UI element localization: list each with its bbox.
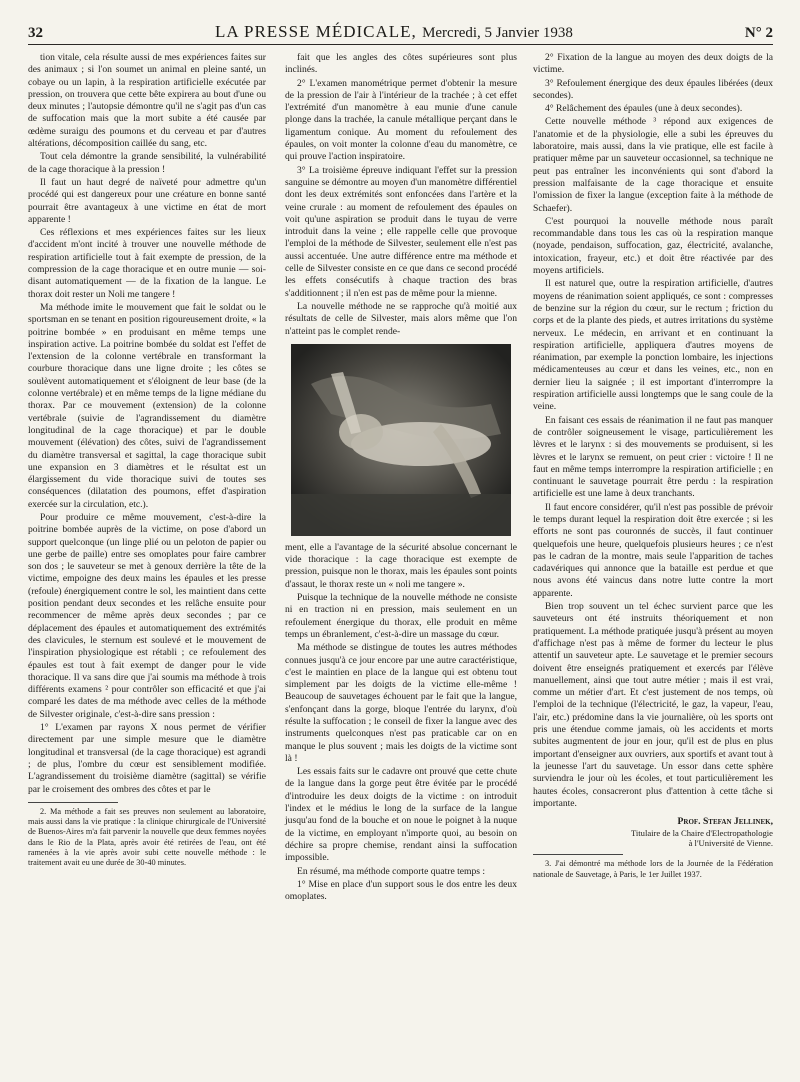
paragraph: Pour produire ce même mouvement, c'est-à-dire la poitrine bombée auprès de la victime, on pose d'abord un support quelconque (un linge plié ou un peloton de papier ou une gerbe de paille) entre ses omoplates pour faire cambrer son dos ; le sauveteur se met à genoux derrière la tête de la victime, empoigne des deux mains les épaules et les presse (refoule) énergiquement contre le sol, les maintient dans cette position pendant deux secondes et les relâche ensuite pour recommencer de même après deux secondes ; par ce déplacement des épaules et automatiquement des extrémités des clavicules, le sternum est soulevé et le mouvement de l'inspiration physiologique est rétabli ; ce refoulement des épaules est tout à fait exempt de danger pour le vide thoracique. Il va sans dire que j'ai soumis ma méthode à trois différents examens ² pour contrôler son efficacité et que j'ai comparé les dates de ma méthode avec celles de la méthode de Silvester originale, c'est-à-dire sans pression :: [28, 511, 266, 720]
column-left: [28, 52, 266, 870]
paragraph: 4° Relâchement des épaules (une à deux secondes).: [545, 103, 743, 115]
footnote-divider: [533, 854, 623, 855]
paragraph: En résumé, ma méthode comporte quatre temps :: [297, 865, 486, 877]
author-title-line-1: Titulaire de la Chaire d'Electropathologie: [630, 828, 773, 839]
column-right: [533, 52, 773, 881]
paragraph: Tout cela démontre la grande sensibilité, la vulnérabilité de la cage thoracique à la pression !: [28, 151, 266, 175]
issue-number: N° 2: [744, 25, 773, 41]
paragraph: Ma méthode se distingue de toutes les autres méthodes connues jusqu'à ce jour encore par une autre caractéristique, c'est le maintien en place de la langue qui est obtenu tout simplement par les doigts de la victime elle-même ! Beaucoup de sauvetages échouent par le fait que la langue, s'enfonçant dans la gorge, bloque l'entrée du larynx, d'où résulte la suffocation ; le conseil de fixer la langue avec des instruments quelconques n'est pas praticable car on en manque le plus souvent ; mais les doigts de la victime sont là !: [285, 642, 517, 764]
photo-illustration: [291, 344, 511, 536]
paragraph: Ma méthode imite le mouvement que fait le soldat ou le sportsman en se tenant en position rigoureusement droite, « la poitrine bombée » en produisant en même temps une inspiration active. La poitrine bombée du soldat est l'effet de l'extension de la colonne vertébrale en transformant la courbure thoracique dans une ligne droite ; les côtes se soulèvent automatiquement et s'éloignent de leur base (de la colonne vertébrale) et en même temps de la ligne médiane du thorax. Par ce mouvement (extension) de la colonne vertébrale (suivie de l'agrandissement du diamètre longitudinal de la cage thoracique) et par le double mouvement (élévation) des côtes, suivi de l'agrandissement du diamètre transversal et sagittal, la cage thoracique subit une expansion en 3 diamètres et le résultat est un élargissement du vide thoracique suivi de toutes ses conséquences (dilatation des poumons, effet d'aspiration exercée sur la circulation, etc.).: [28, 301, 266, 510]
paragraph: 2° L'examen manométrique permet d'obtenir la mesure de la pression de l'air à l'intérieur de la trachée ; à cet effet l'extrémité d'un manomètre à eau munie d'une canule plonge dans la trachée, la canule métallique perçant dans le ligamentum conique. Au moment du refoulement des épaules, on voit monter la colonne d'eau du manomètre, ce qui prouve l'action inspiratoire.: [285, 77, 517, 163]
author-signature: [533, 816, 773, 848]
paragraph: En faisant ces essais de réanimation il ne faut pas manquer de contrôler soigneusement le visage, particulièrement les lèvres et le larynx : si des mouvements se produisent, si les lèvres et le larynx se remuent, on peut crier : victoire ! Il ne faut en même temps interrompre la respiration artificielle ; en continuant le sauvetage pourrait être perdu : la respiration artificielle est une lame à deux tranchants.: [533, 414, 773, 500]
issue-date: Mercredi, 5 Janvier 1938: [422, 25, 573, 41]
footnote-divider: [28, 802, 118, 803]
column-middle: [285, 52, 517, 904]
paragraph: Les essais faits sur le cadavre ont prouvé que cette chute de la langue dans la gorge peut être évitée par le procédé d'introduire les deux doigts de la victime : on introduit l'index et le médius le long de la surface de la langue jusqu'au fond de la bouche et on noue le poignet à la nuque de la victime, en employant n'importe quoi, au besoin on déchire sa propre chemise, rendant ainsi la suffocation impossible.: [285, 766, 517, 864]
journal-title: LA PRESSE MÉDICALE,: [215, 22, 417, 41]
page-header: [28, 22, 773, 45]
footnote: 3. J'ai démontré ma méthode lors de la Journée de la Fédération nationale de Sauvetage, à Paris, le 1er Juillet 1937.: [533, 859, 773, 879]
paragraph: 3° La troisième épreuve indiquant l'effet sur la pression sanguine se démontre au moyen d'un manomètre différentiel dont les deux extrémités sont enfoncées dans l'artère et la veine crurale : au moment de refoulement des épaules on voit qu'une aspiration se produit dans le tuyau de verre introduit dans la veine ; elle rappelle celle que provoque l'emploi de la méthode de Silvester, seulement elle n'est pas aussi accentuée. Une autre différence entre ma méthode et celle de Silvester consiste en ce que dans ce second procédé les effets consécutifs à chaque traction des bras s'additionnent ; il n'en est pas de même pour la mienne.: [285, 164, 517, 299]
paragraph: Ces réflexions et mes expériences faites sur les lieux d'accident m'ont incité à trouver une nouvelle méthode de respiration artificielle tout à fait exempte de pression, de la compression de la cage thoracique et en outre munie — soi-disant automatiquement — de la fixation de la langue. Le thorax doit rester un Noli me tangere !: [28, 227, 266, 300]
paragraph: 3° Refoulement énergique des deux épaules libérées (deux secondes).: [533, 77, 773, 101]
paragraph: Bien trop souvent un tel échec survient parce que les sauveteurs ont été instruits théoriquement et non pratiquement. La méthode pratiquée jusqu'à présent au moyen d'affichage n'est pas à même de former du lecteur le plus attentif un sauveteur apte. Le sauvetage et le premier secours doivent être enseignés pratiquement et exercés par l'élève manuellement, ainsi que tout autre métier ; mais il est vrai, comme un métier d'art. Et c'est justement de nos temps, où l'emploi de la technique (l'électricité, le gaz, la vapeur, l'eau, l'air, etc.) prédomine dans la vie journalière, où les sports ont pris une étendue comme jamais, où les accidents et morts subites augmentent de jour en jour, qu'il est de plus en plus important d'enseigner aux ouvriers, aux sportifs et avant tout à la jeunesse l'art du sauvetage. Un essor dans cette sphère surviendra le jour où les écoles, et tout particulièrement les hautes écoles, consacreront plus d'attention à cette tâche si importante.: [533, 601, 773, 809]
paragraph: 2° Fixation de la langue au moyen des deux doigts de la victime.: [533, 52, 773, 76]
paragraph: tion vitale, cela résulte aussi de mes expériences faites sur des animaux ; si l'on soumet un animal en pleine santé, un cobaye ou un lapin, à la respiration artificielle exécutée par pression, on trouvera que cette bête expirera au bout d'une ou deux minutes ; l'autopsie démontre qu'il ne s'agit pas d'un cas de suffocation mais que la mort subite a été causée par œdème suraigu des poumons et du cerveau et par d'autres altérations, décomposition caillée du sang, etc.: [28, 52, 266, 150]
author-title-line-2: à l'Université de Vienne.: [688, 838, 773, 849]
journal-masthead: [215, 22, 573, 42]
author-name: Prof. Stefan Jellinek,: [677, 816, 773, 828]
paragraph: La nouvelle méthode ne se rapproche qu'à moitié aux résultats de celle de Silvester, mais alors même que l'on n'atteint pas le complet rende-: [285, 300, 517, 337]
resuscitation-photo: [291, 344, 511, 536]
paragraph: ment, elle a l'avantage de la sécurité absolue concernant le vide thoracique : la cage thoracique est exempte de pression, puisque non le thorax, mais les épaules sont points d'assaut, le thorax reste un « noli me tangere ».: [285, 541, 517, 590]
paragraph: Cette nouvelle méthode ³ répond aux exigences de l'anatomie et de la physiologie, elle a subi les épreuves du laboratoire, mais aussi, dans la vie pratique, elle est facile à pratiquer même par un sauveteur occasionnel, sa technique ne peut pas entraîner les inconvénients qui sont d'abord la pression malfaisante de la cage thoracique et ensuite l'omission de fixer la langue (exception faite à la méthode de Schaefer).: [533, 116, 773, 214]
paragraph: Il est naturel que, outre la respiration artificielle, d'autres moyens de réanimation soient appliqués, ce sont : compresses de benzine sur la région du cœur, sur le rectum ; friction du corps et de la plante des pieds, et autres irritations du système nerveux. Le médecin, en arrivant et en continuant la respiration artificielle, appliquera d'autres moyens de réanimation, par exemple la ponction lombaire, les injections médicamenteuses au cœur et dans les veines, etc., non en dernier lieu la saignée ; il est important d'interrompre la respiration artificielle aussi longtemps que le sang coule de la veine.: [533, 278, 773, 413]
paragraph: Il faut encore considérer, qu'il n'est pas possible de prévoir le temps durant lequel la respiration doit être exercée ; si les efforts ne sont pas couronnés de succès, il faut continuer quelquefois une heure, quelquefois plusieurs heures ; ce n'est pas le cadran de la montre, mais seule l'apparition de taches cadavériques qui annonce que la bataille est perdue et que nous avons été vaincus dans notre lutte contre la mort apparente.: [533, 501, 773, 599]
paragraph: 1° Mise en place d'un support sous le dos entre les deux omoplates.: [285, 878, 517, 903]
paragraph: Il faut un haut degré de naïveté pour admettre qu'un procédé qui est dangereux pour une créature en bonne santé pourrait être avantageux à une victime en état de mort apparente !: [28, 176, 266, 225]
page-number: 32: [28, 25, 43, 41]
footnote: 2. Ma méthode a fait ses preuves non seulement au laboratoire, mais aussi dans la vie pratique : la clinique chirurgicale de l'Université de Buenos-Aires m'a fait parvenir la nouvelle que deux femmes noyées dans le Rio de la Plata, après avoir été retirées de l'eau, ont été ramenées à la vie après avoir subi cette nouvelle méthode : le traitement avait eu une durée de 30-40 minutes.: [28, 806, 266, 868]
paragraph: 1° L'examen par rayons X nous permet de vérifier directement par une simple mesure que le diamètre longitudinal et transversal (de la cage thoracique) est agrandi ; de plus, l'ombre du cœur est sensiblement modifiée. L'agrandissement du troisième diamètre (sagittal) se vérifie par le croisement des ombres des côtes et par le: [28, 722, 266, 795]
paragraph: fait que les angles des côtes supérieures sont plus inclinés.: [285, 52, 517, 76]
paragraph: C'est pourquoi la nouvelle méthode nous paraît recommandable dans tous les cas où la respiration manque (noyade, pendaison, suffocation, gaz, électricité, avalanche, intoxication, frayeur, etc.) et doit être réactivée par des moyens artificiels.: [533, 215, 773, 277]
paragraph: Puisque la technique de la nouvelle méthode ne consiste ni en traction ni en pression, mais seulement en un refoulement énergique du thorax, elle produit en même temps un ébranlement, c'est-à-dire un massage du cœur.: [285, 592, 517, 640]
